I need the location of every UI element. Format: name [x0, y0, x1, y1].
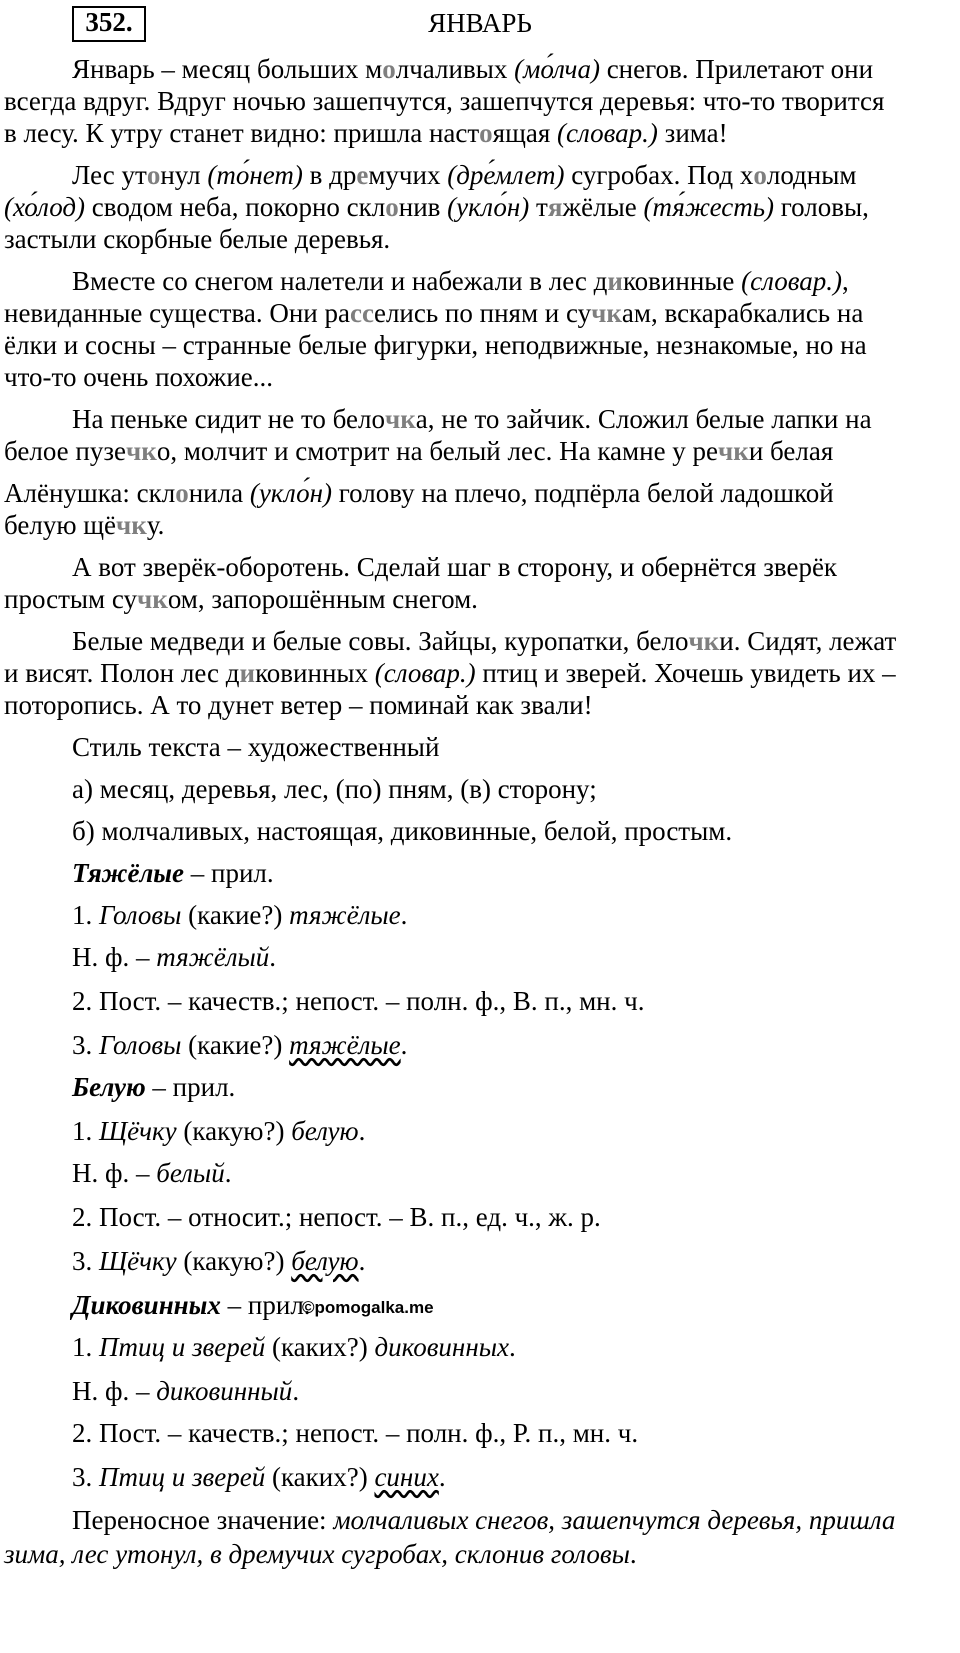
text-line: [72, 814, 732, 848]
text-line: [72, 940, 276, 974]
text-run: головы,: [774, 192, 869, 222]
text-run: сводом неба, покорно скл: [85, 192, 386, 222]
text-run: простым су: [4, 584, 138, 614]
text-run: .: [358, 1246, 366, 1276]
text-run: – прил.: [145, 1072, 236, 1102]
italic-run: тяжёлые: [289, 900, 401, 930]
text-run: птиц и зверей. Хочешь увидеть их –: [475, 658, 896, 688]
text-line: [72, 550, 837, 584]
text-line: [4, 508, 164, 542]
italic-run: (тя́жесть): [643, 192, 774, 222]
text-run: и белая: [748, 436, 834, 466]
text-run: А вот зверёк-оборотень. Сделай шаг в сторону, и обернётся зверёк: [72, 552, 838, 582]
text-run: зима!: [657, 118, 728, 148]
text-run: снегов. Прилетают они: [599, 54, 874, 84]
text-line: [72, 1288, 311, 1322]
text-run: Н. ф. –: [72, 1376, 157, 1406]
italic-run: белую: [291, 1116, 359, 1146]
text-run: белую щё: [4, 510, 117, 540]
text-run: (какие?): [181, 1030, 290, 1060]
text-run: а, не то зайчик. Сложил белые лапки на: [415, 404, 872, 434]
text-line: [4, 328, 867, 362]
italic-run: Птиц и зверей: [99, 1332, 266, 1362]
orthogram-letter: чк: [688, 626, 720, 656]
text-run: 2. Пост. – качеств.; непост. – полн. ф., В. п., мн. ч.: [72, 986, 645, 1016]
text-run: невиданные существа. Они ра: [4, 298, 350, 328]
orthogram-letter: чк: [137, 584, 168, 614]
italic-run: (словар.): [374, 658, 476, 688]
italic-run: диковинный: [156, 1376, 293, 1406]
text-run: поторопись. А то дунет ветер – поминай как звали!: [4, 690, 593, 720]
text-run: (какую?): [176, 1116, 292, 1146]
text-line: [4, 582, 478, 616]
text-run: (каких?): [265, 1332, 375, 1362]
text-run: а) месяц, деревья, лес, (по) пням, (в) сторону;: [72, 774, 597, 804]
text-run: – прил.: [184, 858, 274, 888]
text-run: сугробах. Под х: [564, 160, 754, 190]
text-line: [72, 264, 849, 298]
text-run: 2. Пост. – качеств.; непост. – полн. ф., Р. п., мн. ч.: [72, 1418, 639, 1448]
text-line: [72, 1028, 407, 1062]
text-line: [4, 434, 833, 468]
text-line: [72, 1156, 231, 1190]
text-run: у.: [146, 510, 165, 540]
text-run: Лес ут: [72, 160, 147, 190]
orthogram-letter: о: [479, 118, 493, 148]
text-run: Н. ф. –: [72, 1158, 157, 1188]
text-run: .: [269, 942, 277, 972]
orthogram-letter: о: [382, 54, 396, 84]
text-run: жёлые: [562, 192, 644, 222]
text-run: нул: [160, 160, 208, 190]
italic-run: (хо́лод): [4, 192, 86, 222]
text-line: [4, 222, 390, 256]
text-line: [4, 296, 863, 330]
orthogram-letter: чк: [385, 404, 416, 434]
text-run: Алёнушка: скл: [4, 478, 176, 508]
text-run: в лесу. К утру станет видно: пришла наст: [4, 118, 480, 148]
text-run: ковинные: [622, 266, 742, 296]
orthogram-letter: чк: [718, 436, 749, 466]
text-run: ковинных: [255, 658, 375, 688]
analysis-word: Диковинных: [72, 1290, 221, 1320]
italic-run: (дре́млет): [447, 160, 565, 190]
text-run: (какую?): [176, 1246, 292, 1276]
text-run: На пеньке сидит не то бело: [72, 404, 385, 434]
orthogram-letter: чк: [591, 298, 622, 328]
italic-run: (укло́н): [249, 478, 332, 508]
text-run: лодным: [766, 160, 857, 190]
text-line: [4, 688, 593, 722]
text-run: .: [400, 900, 408, 930]
text-run: 3.: [72, 1462, 99, 1492]
text-run: .: [438, 1462, 446, 1492]
italic-run: тяжёлый: [156, 942, 270, 972]
text-line: [4, 116, 728, 150]
text-run: ящая: [492, 118, 558, 148]
text-run: .: [292, 1376, 300, 1406]
text-run: застыли скорбные белые деревья.: [4, 224, 391, 254]
text-line: [72, 1200, 601, 1234]
italic-run: Щёчку: [99, 1246, 177, 1276]
text-run: 2. Пост. – относит.; непост. – В. п., ед. ч., ж. р.: [72, 1202, 601, 1232]
text-run: белое пузе: [4, 436, 127, 466]
italic-run: Птиц и зверей: [99, 1462, 266, 1492]
text-line: [72, 898, 407, 932]
text-run: (какие?): [181, 900, 290, 930]
text-line: [72, 772, 597, 806]
text-run: Белые медведи и белые совы. Зайцы, куропатки, бело: [72, 626, 689, 656]
text-line: [72, 984, 644, 1018]
underlined-word: тяжёлые: [289, 1030, 401, 1060]
text-run: (каких?): [265, 1462, 375, 1492]
orthogram-letter: о: [385, 192, 399, 222]
text-run: т: [529, 192, 548, 222]
text-run: .: [400, 1030, 408, 1060]
italic-run: (мо́лча): [514, 54, 600, 84]
text-run: 3.: [72, 1246, 99, 1276]
text-line: [72, 1114, 365, 1148]
text-run: нила: [188, 478, 250, 508]
page-title: ЯНВАРЬ: [428, 8, 532, 38]
orthogram-letter: я: [547, 192, 563, 222]
text-run: .: [358, 1116, 366, 1146]
italic-run: диковинных: [374, 1332, 509, 1362]
text-run: 1.: [72, 900, 99, 930]
orthogram-letter: е: [356, 160, 369, 190]
text-line: [72, 1070, 235, 1104]
orthogram-letter: о: [146, 160, 161, 190]
orthogram-letter: чк: [116, 510, 147, 540]
analysis-word: Тяжёлые: [72, 858, 185, 888]
underlined-word: синих: [374, 1462, 439, 1492]
orthogram-letter: о: [175, 478, 189, 508]
text-run: Январь – месяц больших м: [72, 54, 383, 84]
text-run: – прил.: [220, 1290, 311, 1320]
text-run: ам, вскарабкались на: [621, 298, 864, 328]
text-line: [72, 1416, 638, 1450]
text-run: 3.: [72, 1030, 99, 1060]
text-run: нив: [398, 192, 448, 222]
italic-run: (словар.): [557, 118, 658, 148]
italic-run: молчаливых снегов, зашепчутся деревья, пришла: [333, 1505, 896, 1535]
text-line: [72, 1460, 446, 1494]
text-line: [4, 190, 869, 224]
watermark: ©pomogalka.me: [302, 1298, 434, 1317]
text-line: [4, 1537, 637, 1571]
text-line: [4, 360, 273, 394]
exercise-number: 352.: [72, 6, 146, 42]
italic-run: Головы: [99, 1030, 182, 1060]
italic-run: зима, лес утонул, в дремучих сугробах, склонив головы: [4, 1539, 630, 1569]
text-run: Переносное значение:: [72, 1505, 334, 1535]
text-line: [72, 402, 872, 436]
text-line: [72, 730, 439, 764]
text-run: .: [509, 1332, 516, 1362]
text-run: лчаливых: [395, 54, 515, 84]
text-run: и. Сидят, лежат: [719, 626, 897, 656]
italic-run: Головы: [99, 900, 182, 930]
text-run: .: [224, 1158, 232, 1188]
text-line: [4, 476, 834, 510]
text-run: о, молчит и смотрит на белый лес. На камне у ре: [156, 436, 719, 466]
text-run: мучих: [368, 160, 448, 190]
text-run: и висят. Полон лес д: [4, 658, 240, 688]
text-run: ёлки и сосны – странные белые фигурки, неподвижные, незнакомые, но на: [4, 330, 867, 360]
orthogram-letter: чк: [126, 436, 157, 466]
text-run: Н. ф. –: [72, 942, 157, 972]
italic-run: (то́нет): [207, 160, 303, 190]
text-run: 1.: [72, 1332, 99, 1362]
text-run: Вместе со снегом налетели и набежали в лес д: [72, 266, 608, 296]
text-line: [72, 158, 856, 192]
orthogram-letter: о: [753, 160, 767, 190]
text-run: .: [629, 1539, 637, 1569]
text-run: 1.: [72, 1116, 99, 1146]
text-run: ом, запорошённым снегом.: [167, 584, 478, 614]
text-line: [72, 1374, 299, 1408]
italic-run: (укло́н): [447, 192, 530, 222]
text-line: [4, 84, 884, 118]
text-run: голову на плечо, подпёрла белой ладошкой: [331, 478, 834, 508]
text-line: [72, 1330, 516, 1364]
text-run: в др: [302, 160, 357, 190]
text-line: [4, 656, 896, 690]
orthogram-letter: сс: [350, 298, 374, 328]
text-line: [72, 1503, 895, 1537]
analysis-word: Белую: [72, 1072, 146, 1102]
text-line: [72, 1244, 365, 1278]
italic-run: белый: [156, 1158, 225, 1188]
italic-run: (словар.): [741, 266, 843, 296]
text-run: Стиль текста – художественный: [72, 732, 440, 762]
text-run: всегда вдруг. Вдруг ночью зашепчутся, зашепчутся деревья: что-то творится: [4, 86, 885, 116]
orthogram-letter: и: [239, 658, 256, 688]
text-line: [72, 624, 896, 658]
text-line: [72, 856, 274, 890]
text-run: елись по пням и су: [373, 298, 592, 328]
underlined-word: белую: [291, 1246, 359, 1276]
orthogram-letter: и: [607, 266, 623, 296]
text-run: что-то очень похожие...: [4, 362, 273, 392]
text-line: [72, 52, 873, 86]
text-run: ,: [842, 266, 849, 296]
italic-run: Щёчку: [99, 1116, 177, 1146]
text-run: б) молчаливых, настоящая, диковинные, белой, простым.: [72, 816, 733, 846]
